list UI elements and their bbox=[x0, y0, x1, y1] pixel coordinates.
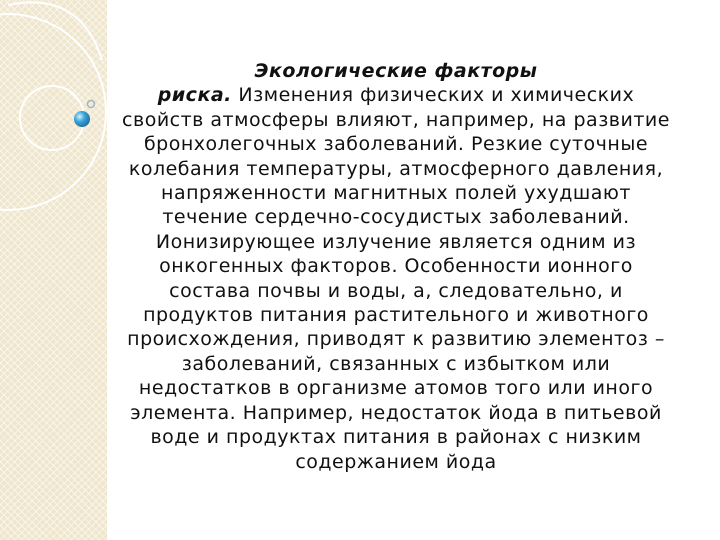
slide-body: Изменения физических и химических свойств атмосферы влияют, например, на развитие бронхолегочных заболеваний. Резкие суточные колебания температуры, атмосферного давления, напряженности магнитных полей ухудшают течение сердечно-сосудистых заболеваний. Ионизирующее излучение является одним из онкогенных факторов. Особенности ионного состава почвы и воды, а, следовательно, и продуктов питания растительного и животного происхождения, приводят к развитию элементоз – заболеваний, связанных с избытком или недостатков в организме атомов того или иного элемента. Например, недостаток йода в питьевой воде и продуктах питания в районах с низким содержанием йода bbox=[122, 84, 670, 473]
orbit-arc-upper bbox=[8, 2, 102, 60]
blue-sphere-icon bbox=[74, 111, 90, 127]
orbit-circle-large bbox=[0, 14, 106, 210]
small-circle-icon bbox=[88, 101, 95, 108]
orbit-decoration bbox=[0, 0, 120, 540]
slide-text bbox=[118, 59, 674, 474]
heading-line-2: риска. bbox=[157, 84, 232, 107]
heading-line-1: Экологические факторы bbox=[254, 60, 538, 82]
